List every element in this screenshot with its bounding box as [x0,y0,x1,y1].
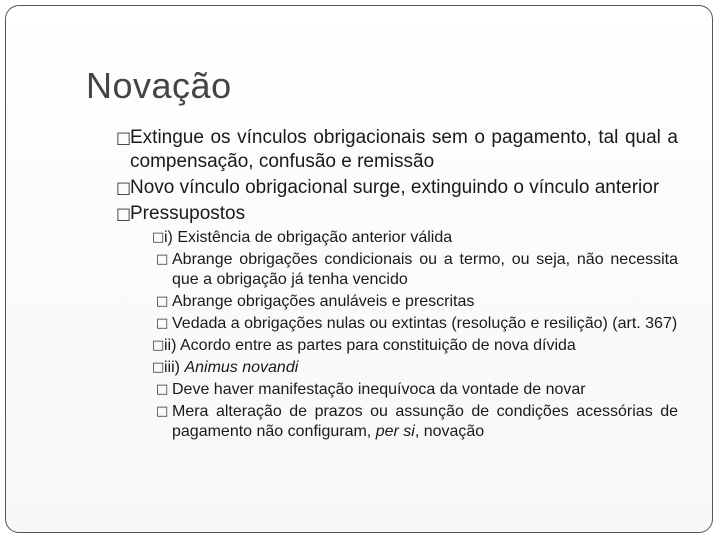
bullet-text: Vedada a obrigações nulas ou extintas (resolução e resilição) (art. 367) [172,315,678,332]
subsubitem-anulaveis [156,292,678,312]
subitem-acordo [152,336,678,356]
bullet-text [164,358,678,378]
slide-body [116,126,678,442]
bullet-text: Pressupostos [130,203,246,224]
bullet-icon: □ [116,204,132,223]
bullet-item-pressupostos [116,202,678,226]
bullet-icon: □ [156,382,169,397]
bullet-item-extingue [116,126,678,174]
bullet-text: Deve haver manifestação inequívoca da vontade de novar [172,381,586,398]
bullet-icon: □ [152,230,165,245]
subsubitem-vedada [156,314,678,334]
bullet-icon: □ [156,294,169,309]
subsubitem-mera-alteracao [156,402,678,442]
bullet-icon: □ [152,338,165,353]
subsubitem-manifestacao [156,380,678,400]
bullet-text [172,402,678,442]
bullet-icon: □ [152,360,165,375]
subitem-existencia [152,228,678,248]
subitem-animus [152,358,678,378]
bullet-text: ii) Acordo entre as partes para constituição de nova dívida [164,337,576,354]
bullet-icon: □ [116,178,132,197]
bullet-icon: □ [156,252,169,267]
subsubitem-condicionais [156,250,678,290]
bullet-text: Abrange obrigações condicionais ou a termo, ou seja, não necessita que a obrigação já tenha vencido [172,251,678,288]
bullet-text: Abrange obrigações anuláveis e prescritas [172,293,475,310]
bullet-suffix: , novação [414,423,485,440]
bullet-icon: □ [156,316,169,331]
slide-title: Novação [86,65,232,106]
bullet-prefix: Mera alteração de prazos ou assunção de condições acessórias de pagamento não configuram, [172,403,678,440]
bullet-item-novo-vinculo [116,176,678,200]
bullet-icon: □ [156,404,169,419]
bullet-italic: Animus novandi [184,359,299,376]
slide-frame [5,5,713,533]
bullet-text: i) Existência de obrigação anterior válida [164,229,453,246]
bullet-text: Novo vínculo obrigacional surge, extinguindo o vínculo anterior [130,177,660,198]
bullet-text: Extingue os vínculos obrigacionais sem o pagamento, tal qual a compensação, confusão e remissão [130,127,678,172]
bullet-italic: per si [375,423,415,440]
bullet-prefix: iii) [164,359,185,376]
bullet-icon: □ [116,128,132,147]
